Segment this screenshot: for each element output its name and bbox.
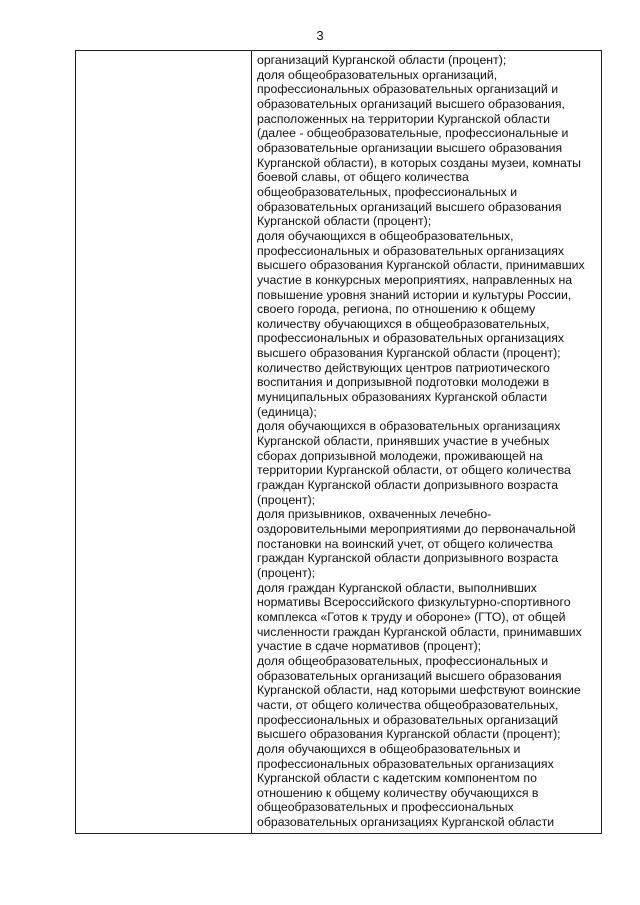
indicator-table [75,50,602,834]
text-line: доля общеобразовательных организаций, [257,67,498,82]
text-line: участие в сдаче нормативов (процент); [257,639,482,654]
text-line: постановки на воинский учет, от общего количества [257,536,553,551]
text-line: оздоровительными мероприятиями до первоначальной [257,522,576,536]
text-line: (далее - общеобразовательные, профессиональные и [257,126,569,141]
text-line: образовательных организаций высшего образования, [257,96,565,111]
text-line: граждан Курганской области допризывного возраста [257,551,559,566]
text-line: доля обучающихся в общеобразовательных и [257,741,521,756]
text-line: доля общеобразовательных, профессиональных и [257,653,549,668]
text-line: образовательных организаций высшего образования [257,199,562,214]
text-line: муниципальных образованиях Курганской области [257,390,548,405]
text-line: образовательных организаций высшего образования [257,668,562,683]
page-number: 3 [316,28,324,43]
text-line: профессиональных образовательных организациях [257,756,554,771]
text-line: отношению к общему количеству обучающихся в [257,785,539,800]
table-right-cell [252,51,601,833]
text-line: общеобразовательных и профессиональных [257,800,514,815]
text-line: высшего образования Курганской области, принимавших [257,258,585,273]
text-line: нормативы Всероссийского физкультурно-спортивного [257,595,571,610]
text-line: территории Курганской области, от общего количества [257,463,571,478]
text-line: общеобразовательных, профессиональных и [257,184,518,199]
text-line: граждан Курганской области допризывного возраста [257,478,559,493]
text-line: профессиональных и образовательных организациях [257,243,565,258]
text-line: Курганской области с кадетским компонентом по [257,771,537,786]
text-line: воспитания и допризывной подготовки молодежи в [257,375,550,390]
text-line: численности граждан Курганской области, принимавших [257,624,582,639]
text-line: доля обучающихся в общеобразовательных, [257,228,514,243]
text-line: (процент); [257,492,316,507]
text-line: профессиональных и образовательных организаций [257,712,559,727]
text-line: Курганской области), в которых созданы музеи, комнаты [257,155,582,170]
text-line: участие в конкурсных мероприятиях, направленных на [257,272,573,287]
text-line: (процент); [257,565,316,580]
text-line: своего города, региона, по отношению к общему [257,302,536,317]
text-line: Курганской области (процент); [257,214,432,229]
text-line: (единица); [257,404,317,419]
text-line: высшего образования Курганской области (процент); [257,346,561,361]
text-line: доля граждан Курганской области, выполнивших [257,580,537,595]
text-line: повышение уровня знаний истории и культуры России, [257,287,572,302]
text-line: организаций Курганской области (процент); [257,53,507,67]
text-line: боевой славы, от общего количества [257,170,469,185]
text-line: профессиональных и образовательных организациях [257,331,565,346]
text-line: образовательных организациях Курганской области [257,815,555,830]
text-line: Курганской области, принявших участие в учебных [257,434,550,449]
text-line: доля призывников, охваченных лечебно- [257,507,492,522]
text-line: профессиональных образовательных организаций и [257,82,559,97]
text-line: доля обучающихся в образовательных организациях [257,419,561,434]
text-line: Курганской области, над которыми шефствуют воинские [257,683,581,698]
text-line: образовательные организации высшего образования [257,140,563,155]
text-line: части, от общего количества общеобразовательных, [257,697,559,712]
text-line: расположенных на территории Курганской области [257,111,551,126]
text-line: количеству обучающихся в общеобразовательных, [257,316,550,331]
text-line: количество действующих центров патриотического [257,360,550,375]
table-left-cell [76,51,252,833]
text-line: сборах допризывной молодежи, проживающей на [257,448,543,463]
text-line: высшего образования Курганской области (процент); [257,727,561,742]
text-line: комплекса «Готов к труду и обороне» (ГТО), от общей [257,609,566,624]
